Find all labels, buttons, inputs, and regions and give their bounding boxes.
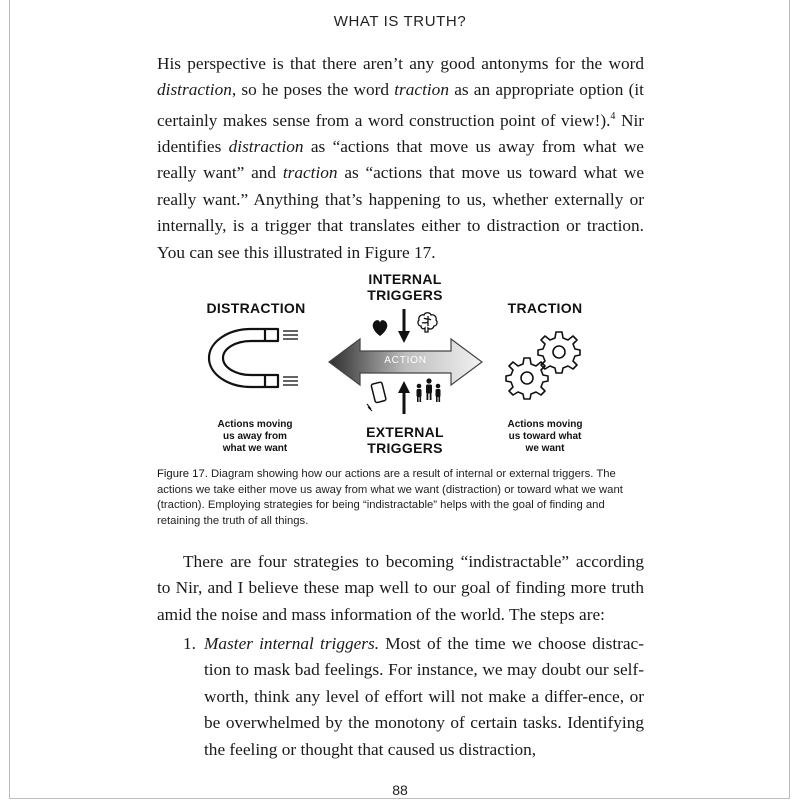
action-label: ACTION <box>384 355 427 366</box>
traction-desc-line: we want <box>525 443 565 454</box>
running-head: WHAT IS TRUTH? <box>333 13 467 30</box>
p1-emphasis: distraction <box>157 80 232 100</box>
distraction-desc-line: us away from <box>223 431 287 442</box>
heart-icon <box>373 320 388 336</box>
p1-text: Nir identifies <box>157 110 644 156</box>
distraction-desc-line: what we want <box>222 443 288 454</box>
list-item-lead: Master internal triggers. <box>204 634 380 653</box>
magnet-field-lines-icon <box>283 331 298 385</box>
external-label-line: TRIGGERS <box>367 440 443 456</box>
list-number: 1. <box>183 634 196 653</box>
strategy-list <box>157 631 644 763</box>
people-icon <box>417 378 441 402</box>
external-trigger-arrow <box>398 381 410 414</box>
phone-icon <box>367 382 386 411</box>
list-item-text: Most of the time we choose distrac-tion to mask bad feelings. For instance, we may doubt our self-worth, think any level of effort will not make a differ-ence, or be overwhelmed by the monotony of certain tasks. Identifying the feeling or thought that caused us distraction, <box>204 634 644 759</box>
internal-label-line: INTERNAL <box>368 271 442 287</box>
traction-desc-line: us toward what <box>508 431 582 442</box>
internal-label-line: TRIGGERS <box>367 287 443 303</box>
p1-text: , so he poses the word <box>231 80 395 100</box>
page-number: 88 <box>392 782 408 798</box>
p1-text: His perspective is that there aren’t any good antonyms for the word <box>157 54 644 73</box>
p1-emphasis: traction <box>282 163 338 183</box>
list-item-1 <box>204 631 644 763</box>
p1-text: as “actions that move us away from what we really want” and <box>157 136 644 183</box>
magnet-icon <box>209 329 278 387</box>
paragraph-2 <box>157 549 644 628</box>
p1-text: as “actions that move us toward what we really want.” Anything that’s happening to us, whether externally or internally, is a trigger that translates either to distraction or traction. You can see this illustrated in Figure 17. <box>157 163 645 262</box>
p1-emphasis: traction <box>394 80 449 100</box>
traction-label: TRACTION <box>507 300 583 316</box>
p1-emphasis: distraction <box>228 136 304 156</box>
gears-icon <box>506 332 580 399</box>
traction-desc-line: Actions moving <box>507 419 583 430</box>
internal-trigger-arrow <box>398 309 410 343</box>
footnote-marker[interactable]: 4 <box>610 110 616 122</box>
distraction-desc-line: Actions moving <box>217 419 293 430</box>
brain-icon <box>418 313 437 332</box>
p1-text: as an appropriate option (it certainly makes sense from a word construction point of view!). <box>157 80 644 130</box>
distraction-label: DISTRACTION <box>206 300 306 316</box>
figure-caption <box>157 467 644 529</box>
caption-label: Figure 17. <box>157 468 208 480</box>
external-label-line: EXTERNAL <box>366 424 444 440</box>
paragraph-2-text: There are four strategies to becoming “indistractable” according to Nir, and I believe these map well to our goal of finding more truth amid the noise and mass information of the world. The steps are: <box>157 552 644 624</box>
caption-text: Diagram showing how our actions are a result of internal or external triggers. The actions we take either move us away from what we want (distraction) or toward what we want (traction). Employing strategies for being “indistractable” helps with the goal of finding and retaining the truth of all things. <box>157 468 623 527</box>
